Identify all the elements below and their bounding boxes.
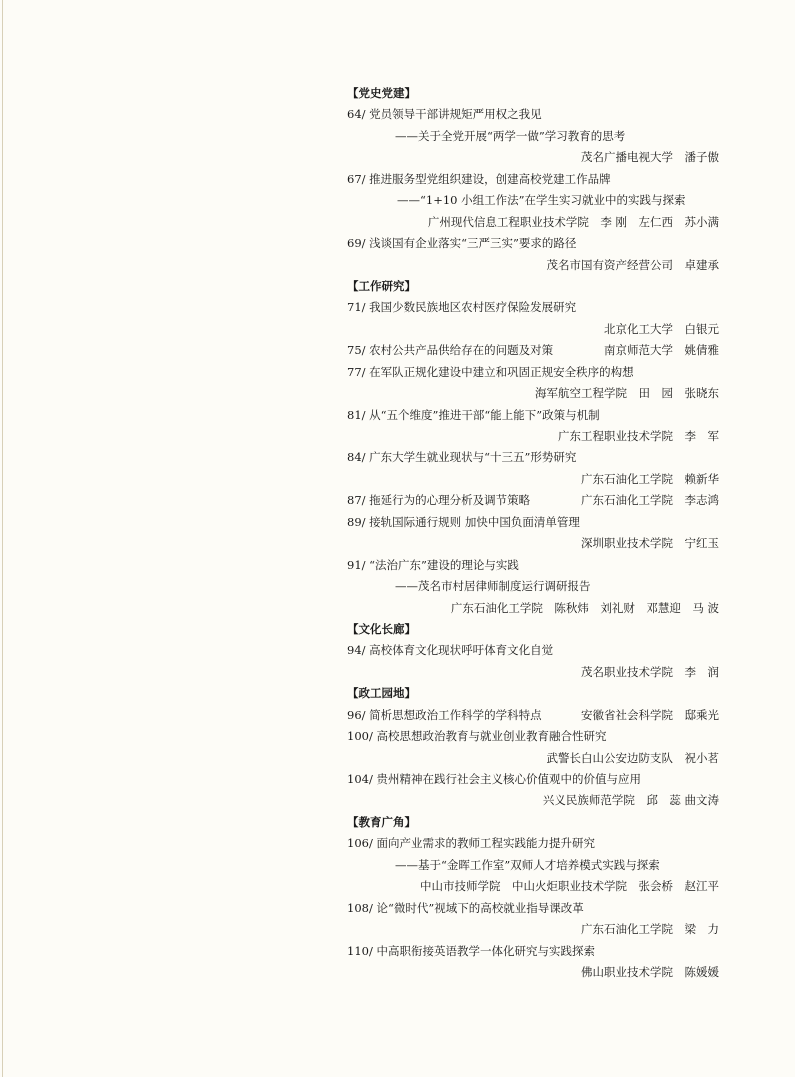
toc-entry-author: 茂名职业技术学院 李 润 — [581, 664, 719, 679]
toc-entry-title[interactable]: 64/ 党员领导干部讲规矩严用权之我见 — [347, 107, 542, 122]
toc-entry-title[interactable]: 67/ 推进服务型党组织建设，创建高校党建工作品牌 — [347, 171, 611, 186]
toc-entry-author: 茂名市国有资产经营公司 卓建承 — [546, 257, 719, 272]
section-heading: 【工作研究】 — [347, 278, 416, 293]
toc-entry-title[interactable]: 100/ 高校思想政治教育与就业创业教育融合性研究 — [347, 729, 607, 744]
toc-entry-title[interactable]: 81/ 从“五个维度”推进干部“能上能下”政策与机制 — [347, 407, 600, 422]
toc-entry-author: 安徽省社会科学院 邸乘光 — [581, 707, 719, 722]
toc-entry-title[interactable]: 87/ 拖延行为的心理分析及调节策略 — [347, 493, 531, 508]
page-edge-rule — [2, 0, 3, 1077]
toc-entry-title[interactable]: 110/ 中高职衔接英语教学一体化研究与实践探索 — [347, 943, 595, 958]
section-heading: 【文化长廊】 — [347, 621, 416, 636]
section-heading: 【政工园地】 — [347, 686, 416, 701]
toc-entry-subtitle: ——基于“金晖工作室”双师人才培养模式实践与探索 — [395, 857, 660, 872]
toc-entry-author: 北京化工大学 白银元 — [604, 321, 719, 336]
toc-entry-author: 广东石油化工学院 陈秋炜 刘礼财 邓慧迎 马 波 — [450, 600, 719, 615]
table-of-contents — [347, 83, 719, 983]
toc-entry-title[interactable]: 106/ 面向产业需求的教师工程实践能力提升研究 — [347, 836, 595, 851]
toc-entry-author: 兴义民族师范学院 邱 蕊 曲文涛 — [542, 793, 719, 808]
toc-entry-title[interactable]: 84/ 广东大学生就业现状与“十三五”形势研究 — [347, 450, 577, 465]
toc-entry-author: 佛山职业技术学院 陈媛媛 — [581, 964, 719, 979]
toc-entry-author: 海军航空工程学院 田 园 张晓东 — [535, 386, 719, 401]
toc-entry-author: 广州现代信息工程职业技术学院 李 刚 左仁西 苏小满 — [427, 214, 719, 229]
toc-entry-title[interactable]: 71/ 我国少数民族地区农村医疗保险发展研究 — [347, 300, 577, 315]
toc-entry-author: 广东石油化工学院 李志鸿 — [581, 493, 719, 508]
toc-entry-author: 广东石油化工学院 梁 力 — [581, 922, 719, 937]
section-heading: 【教育广角】 — [347, 814, 416, 829]
toc-entry-title[interactable]: 69/ 浅谈国有企业落实“三严三实”要求的路径 — [347, 236, 577, 251]
section-heading: 【党史党建】 — [347, 86, 416, 100]
toc-entry-subtitle: ——茂名市村居律师制度运行调研报告 — [395, 579, 591, 594]
toc-entry-author: 茂名广播电视大学 潘子傲 — [581, 150, 719, 165]
toc-entry-author: 深圳职业技术学院 宁红玉 — [581, 536, 719, 551]
toc-entry-subtitle: ——关于全党开展“两学一做”学习教育的思考 — [395, 128, 626, 143]
toc-entry-title[interactable]: 96/ 简析思想政治工作科学的学科特点 — [347, 707, 542, 722]
toc-entry[interactable] — [347, 705, 719, 726]
toc-entry-title[interactable]: 94/ 高校体育文化现状呼吁体育文化自觉 — [347, 643, 554, 658]
toc-entry[interactable] — [347, 490, 719, 511]
toc-entry-author: 中山市技师学院 中山火炬职业技术学院 张会桥 赵江平 — [420, 879, 719, 894]
toc-entry-title[interactable]: 91/ “法治广东”建设的理论与实践 — [347, 557, 519, 572]
toc-entry-author: 广东石油化工学院 赖新华 — [581, 471, 719, 486]
toc-entry-title[interactable]: 75/ 农村公共产品供给存在的问题及对策 — [347, 343, 554, 358]
toc-entry-title[interactable]: 104/ 贵州精神在践行社会主义核心价值观中的价值与应用 — [347, 772, 641, 786]
toc-entry[interactable] — [347, 340, 719, 361]
toc-entry-title[interactable]: 108/ 论“微时代”视域下的高校就业指导课改革 — [347, 900, 584, 915]
toc-entry-title[interactable]: 77/ 在军队正规化建设中建立和巩固正规安全秩序的构想 — [347, 364, 634, 379]
toc-entry-title[interactable]: 89/ 接轨国际通行规则 加快中国负面清单管理 — [347, 514, 580, 529]
toc-entry-author: 南京师范大学 姚倩雅 — [604, 343, 719, 358]
toc-entry-author: 广东工程职业技术学院 李 军 — [558, 429, 719, 443]
toc-entry-author: 武警长白山公安边防支队 祝小茗 — [546, 750, 719, 765]
toc-entry-subtitle: ——“1+10 小组工作法”在学生实习就业中的实践与探索 — [397, 193, 686, 208]
